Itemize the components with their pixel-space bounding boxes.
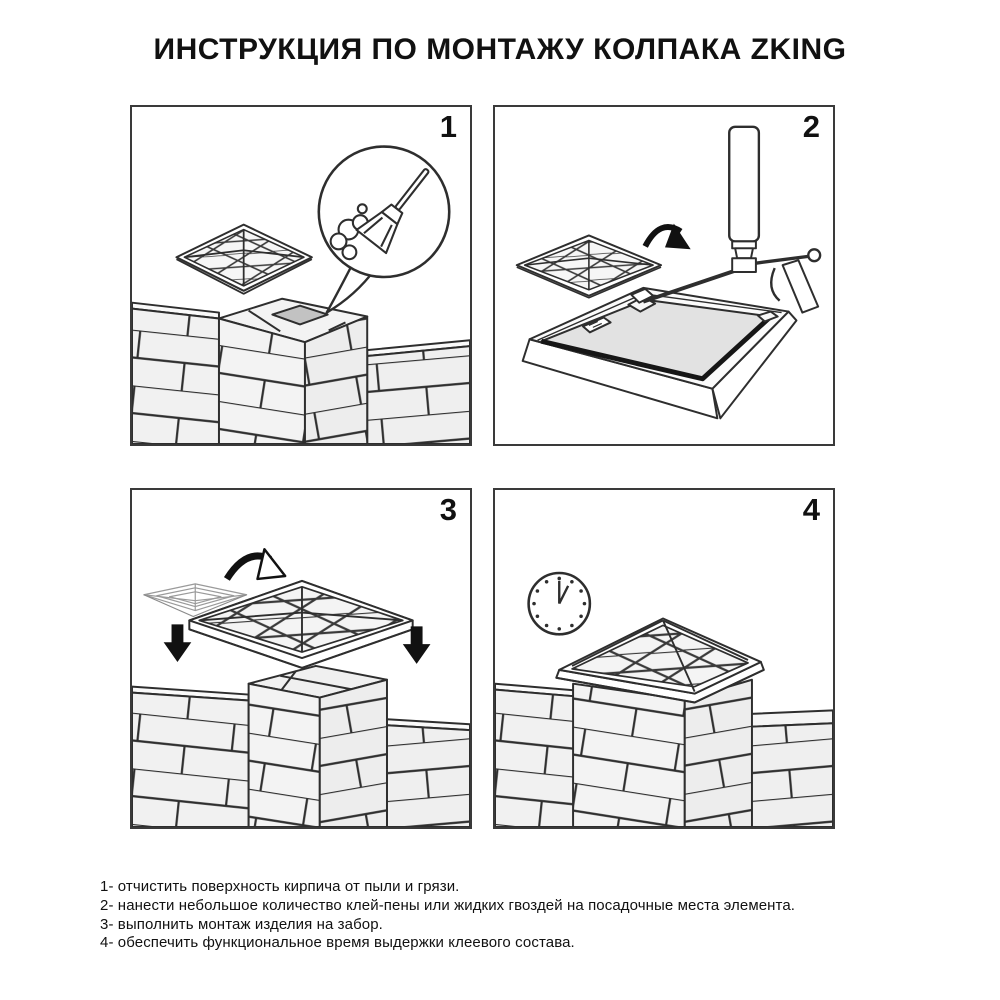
- panel-4-number: 4: [802, 492, 820, 527]
- flip-arrow-icon: [645, 224, 690, 250]
- panel-4-illustration: [495, 490, 833, 827]
- brick-wall-left: [495, 684, 578, 827]
- brick-wall-left: [132, 303, 219, 444]
- panel-3-illustration: [132, 490, 470, 827]
- gun-handle: [783, 260, 819, 312]
- brick-pillar: [249, 666, 387, 827]
- brick-wall-left: [132, 687, 249, 827]
- chimney-cap: [176, 225, 311, 294]
- instruction-step-1: 1- отчистить поверхность кирпича от пыли и грязи.: [100, 878, 460, 895]
- step-panel-3: [130, 488, 472, 829]
- brick-pillar: [573, 680, 752, 827]
- panel-1-number: 1: [439, 109, 457, 144]
- step-panel-1: [130, 105, 472, 446]
- instruction-list: [100, 878, 960, 953]
- panel-3-number: 3: [439, 492, 457, 527]
- foam-canister: [729, 127, 759, 242]
- brick-pillar: [219, 299, 367, 444]
- flip-arrow-icon: [227, 549, 285, 579]
- brick-wall-right: [387, 719, 470, 827]
- page-title: ИНСТРУКЦИЯ ПО МОНТАЖУ КОЛПАКА ZKING: [153, 33, 847, 66]
- brick-wall-right: [367, 340, 470, 444]
- instruction-step-2: 2- нанести небольшое количество клей-пены или жидких гвоздей на посадочные места элемента.: [100, 896, 796, 914]
- panel-1-illustration: [132, 107, 470, 444]
- cap-upside-down: [523, 288, 797, 418]
- panel-2-number: 2: [802, 109, 820, 144]
- gun-trigger: [771, 268, 779, 301]
- instruction-step-3: 3- выполнить монтаж изделия на забор.: [100, 915, 383, 933]
- step-panel-2: [493, 105, 835, 446]
- step-panel-4: [493, 488, 835, 829]
- foam-gun-icon: [628, 127, 820, 313]
- panel-2-illustration: [495, 107, 833, 444]
- clock-icon: [529, 573, 590, 634]
- chimney-cap-small: [517, 235, 661, 297]
- instruction-step-4: 4- обеспечить функциональное время выдержки клеевого состава.: [100, 934, 575, 952]
